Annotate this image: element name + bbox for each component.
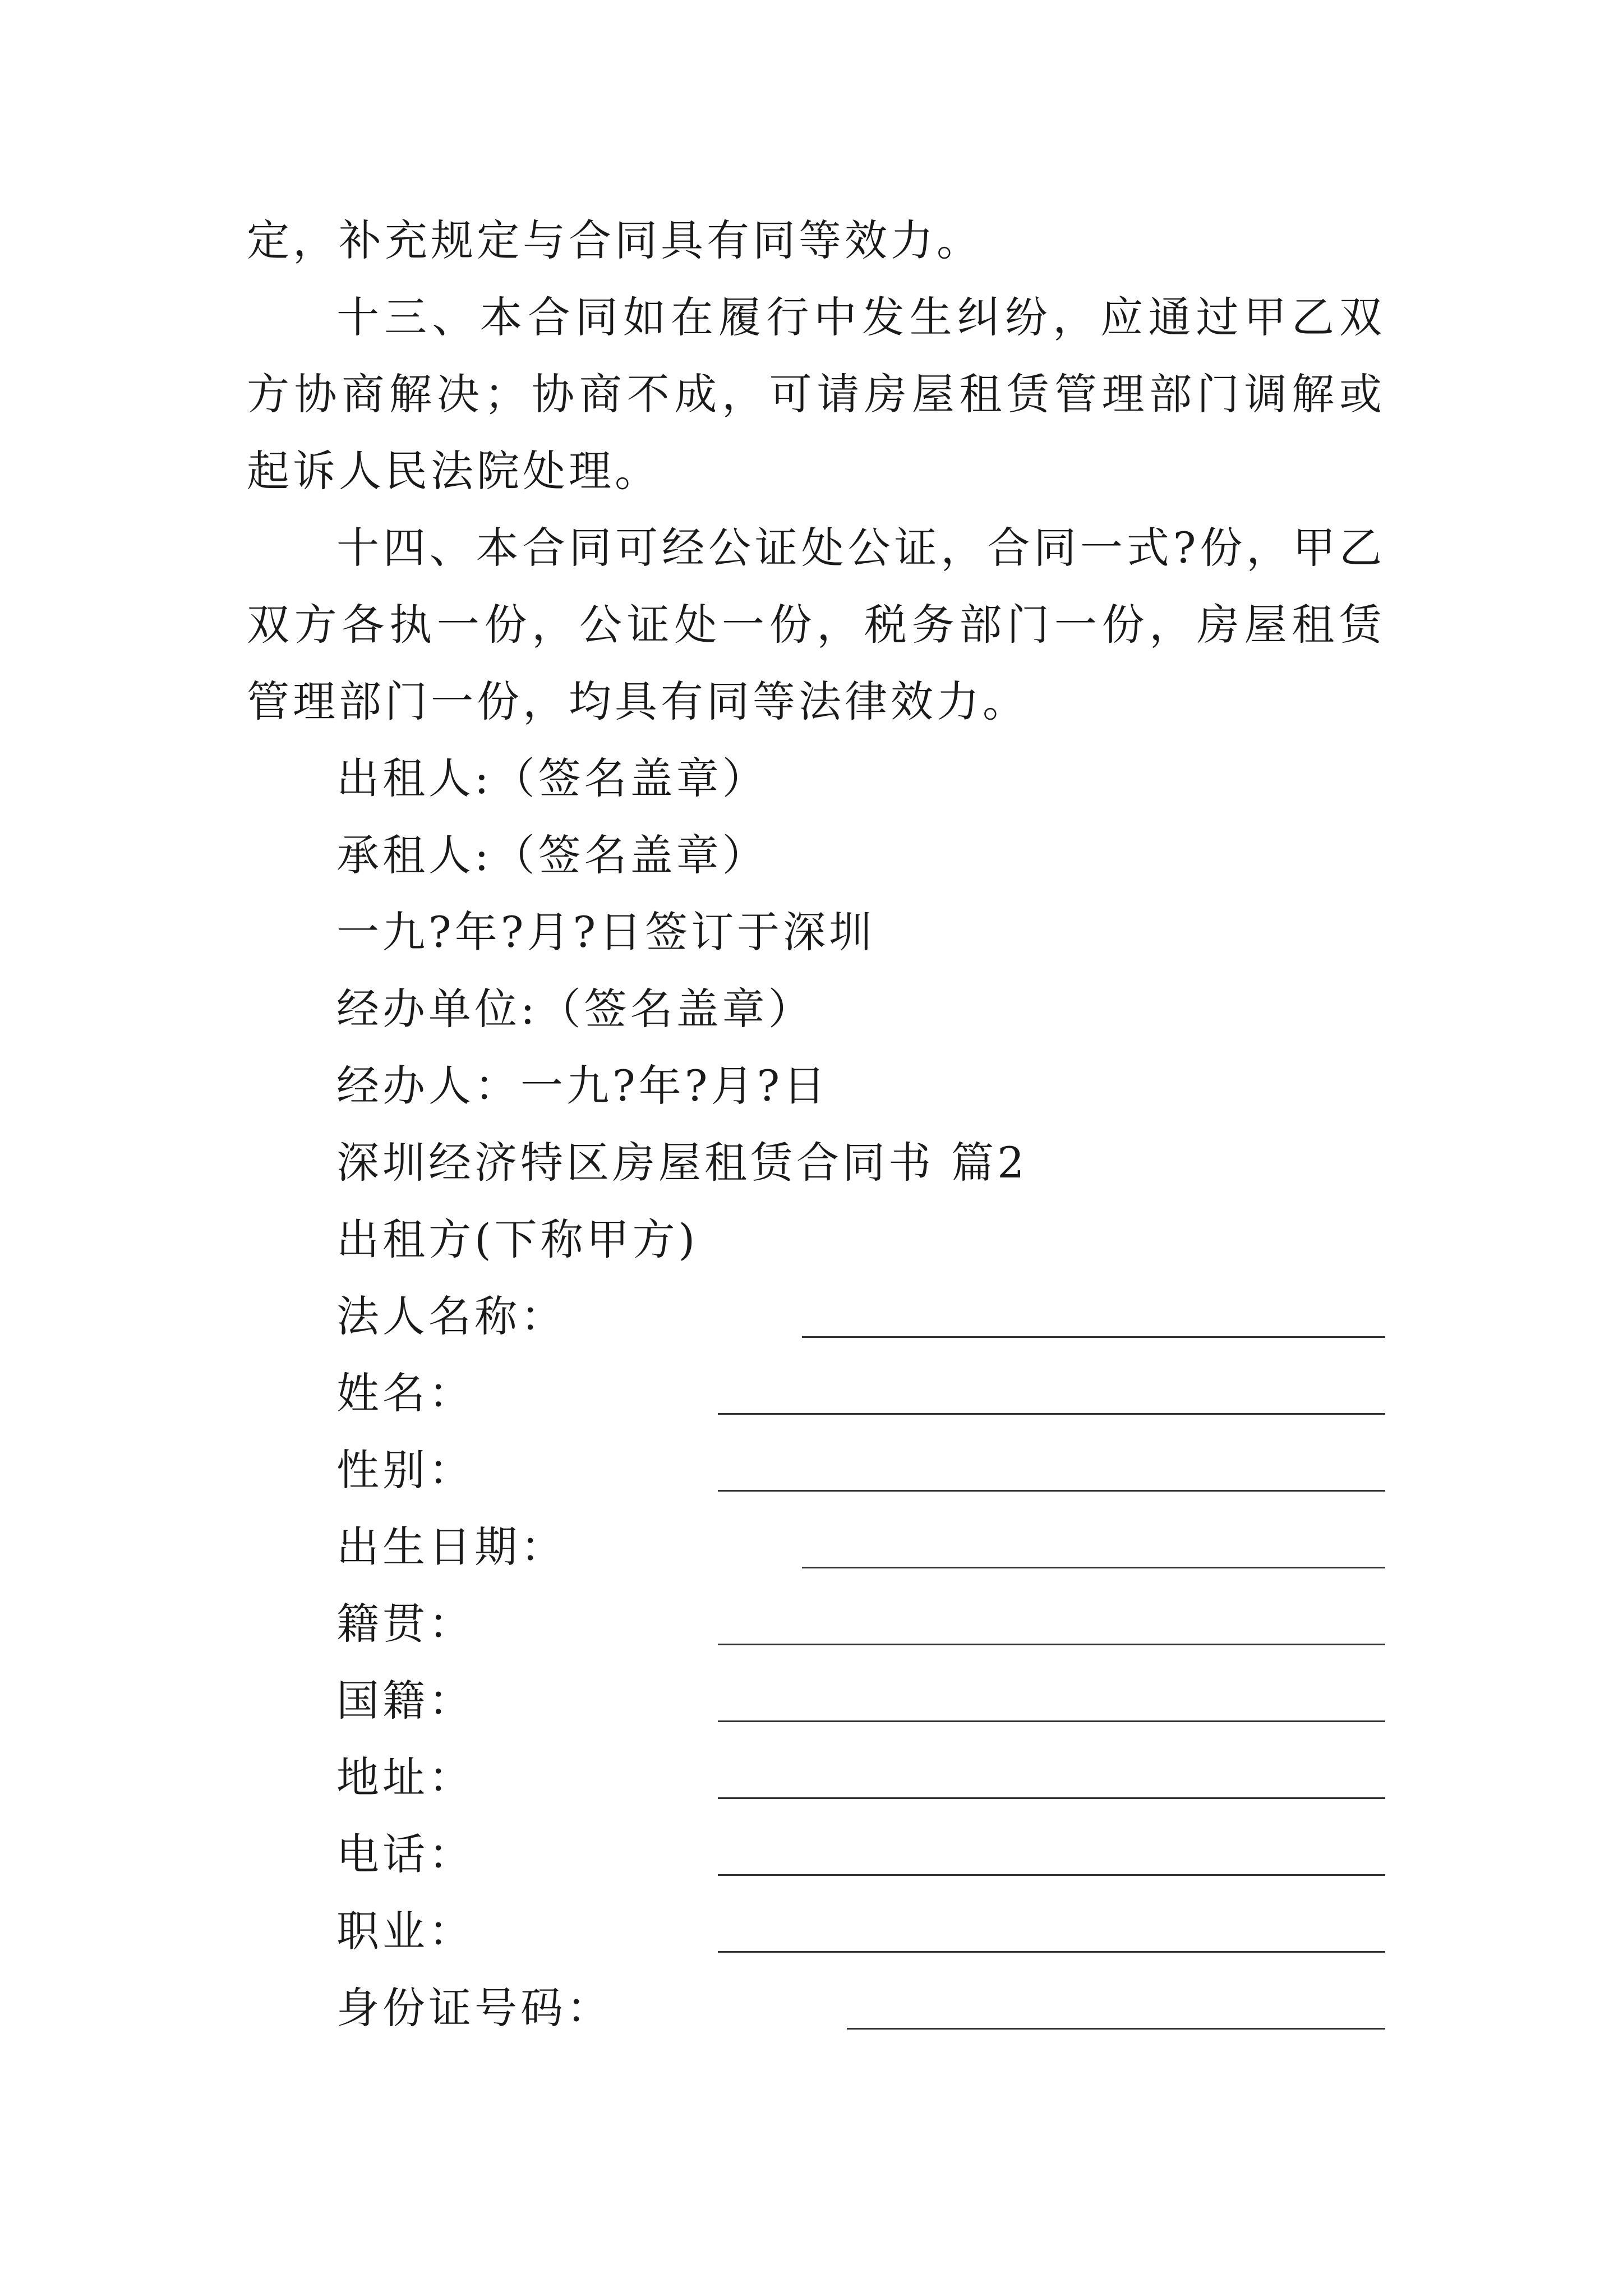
fill-in-blank <box>847 2028 1385 2030</box>
field-label: 出生日期： <box>336 1522 566 1572</box>
section-title: 深圳经济特区房屋租赁合同书 篇2 <box>336 1138 1028 1188</box>
form-field-nationality <box>247 1662 1385 1739</box>
handler-date-line: 经办人：一九?年?月?日 <box>336 1061 829 1111</box>
field-label: 身份证号码： <box>336 1983 612 2033</box>
fill-in-blank <box>802 1567 1385 1568</box>
paragraph-clause-13: 十三、本合同如在履行中发生纠纷，应通过甲乙双方协商解决；协商不成，可请房屋租赁管理部门调解或起诉人民法院处理。 <box>247 292 1385 496</box>
fill-in-blank <box>718 1490 1385 1492</box>
fill-in-blank <box>718 1797 1385 1799</box>
paragraph-clause-14: 十四、本合同可经公证处公证，合同一式?份，甲乙双方各执一份，公证处一份，税务部门一份，房屋租赁管理部门一份，均具有同等法律效力。 <box>247 523 1385 726</box>
field-label: 法人名称： <box>336 1291 566 1341</box>
form-field-birth-date <box>247 1508 1385 1585</box>
field-label: 职业： <box>336 1906 474 1956</box>
field-label: 姓名： <box>336 1368 474 1418</box>
form-field-occupation <box>247 1893 1385 1970</box>
document-body <box>247 202 1385 2046</box>
form-field-legal-name <box>247 1278 1385 1355</box>
lessor-info-form <box>247 1278 1385 2046</box>
field-label: 地址： <box>336 1752 474 1802</box>
handling-unit-line: 经办单位:（签名盖章） <box>336 984 814 1034</box>
lessor-party-heading: 出租方(下称甲方) <box>336 1214 699 1264</box>
signature-block <box>247 740 1385 1278</box>
fill-in-blank <box>718 1874 1385 1876</box>
form-field-address <box>247 1739 1385 1816</box>
fill-in-blank <box>718 1413 1385 1415</box>
form-field-name <box>247 1355 1385 1432</box>
field-label: 籍贯： <box>336 1599 474 1649</box>
form-field-native-place <box>247 1585 1385 1662</box>
fill-in-blank <box>718 1720 1385 1722</box>
form-field-id-number <box>247 1970 1385 2046</box>
fill-in-blank <box>718 1951 1385 1953</box>
signing-date-line: 一九?年?月?日签订于深圳 <box>336 907 875 957</box>
fill-in-blank <box>802 1336 1385 1338</box>
form-field-phone <box>247 1816 1385 1893</box>
field-label: 电话： <box>336 1829 474 1879</box>
form-field-gender <box>247 1432 1385 1508</box>
field-label: 国籍： <box>336 1676 474 1726</box>
paragraph-continuation: 定，补充规定与合同具有同等效力。 <box>247 215 983 265</box>
fill-in-blank <box>718 1644 1385 1645</box>
field-label: 性别： <box>336 1445 474 1495</box>
lessor-signature-line: 出租人:（签名盖章） <box>336 753 768 803</box>
lessee-signature-line: 承租人:（签名盖章） <box>336 830 768 880</box>
